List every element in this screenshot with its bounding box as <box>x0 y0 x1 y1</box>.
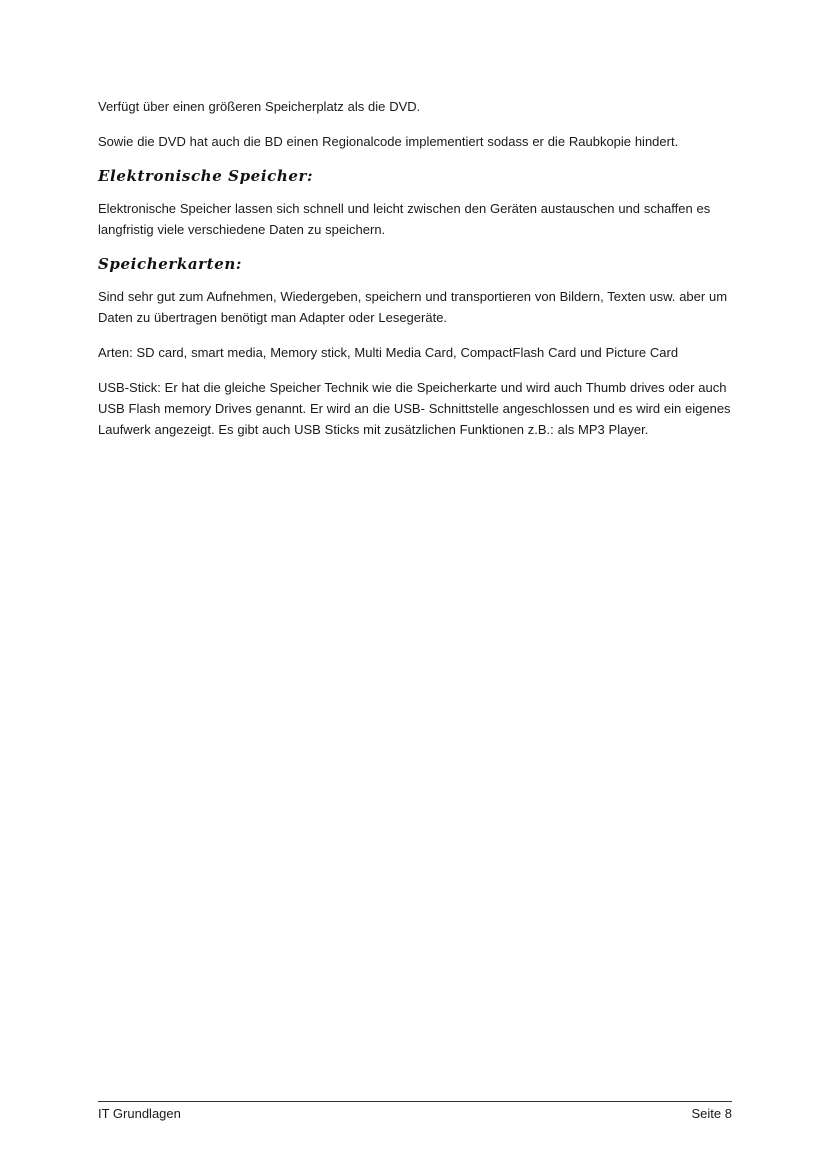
page-footer <box>98 1104 732 1124</box>
paragraph-electronic-storage: Elektronische Speicher lassen sich schnell und leicht zwischen den Geräten austauschen und schaffen es langfristig viele verschiedene Daten zu speichern. <box>98 201 711 237</box>
paragraph-memory-cards: Sind sehr gut zum Aufnehmen, Wiedergeben, speichern und transportieren von Bildern, Texten usw. aber um Daten zu übertragen benötigt man Adapter oder Lesegeräte. <box>98 289 728 325</box>
footer-page-number: Seite 8 <box>691 1106 732 1121</box>
heading-memory-cards: Speicherkarten: <box>98 255 242 273</box>
paragraph-storage-capacity: Verfügt über einen größeren Speicherplatz als die DVD. <box>98 99 421 114</box>
heading-electronic-storage: Elektronische Speicher: <box>98 167 314 185</box>
paragraph-regional-code: Sowie die DVD hat auch die BD einen Regionalcode implementiert sodass er die Raubkopie hindert. <box>98 134 679 149</box>
document-body <box>98 96 738 454</box>
footer-document-title: IT Grundlagen <box>98 1106 181 1121</box>
paragraph-usb-stick: USB-Stick: Er hat die gleiche Speicher Technik wie die Speicherkarte und wird auch Thumb drives oder auch USB Flash memory Drives genannt. Er wird an die USB- Schnittstelle angeschlossen und es wird ein eigenes Laufwerk angezeigt. Es gibt auch USB Sticks mit zusätzlichen Funktionen z.B.: als MP3 Player. <box>98 380 731 437</box>
paragraph-card-types: Arten: SD card, smart media, Memory stick, Multi Media Card, CompactFlash Card und Picture Card <box>98 345 679 360</box>
footer-divider <box>98 1101 732 1102</box>
